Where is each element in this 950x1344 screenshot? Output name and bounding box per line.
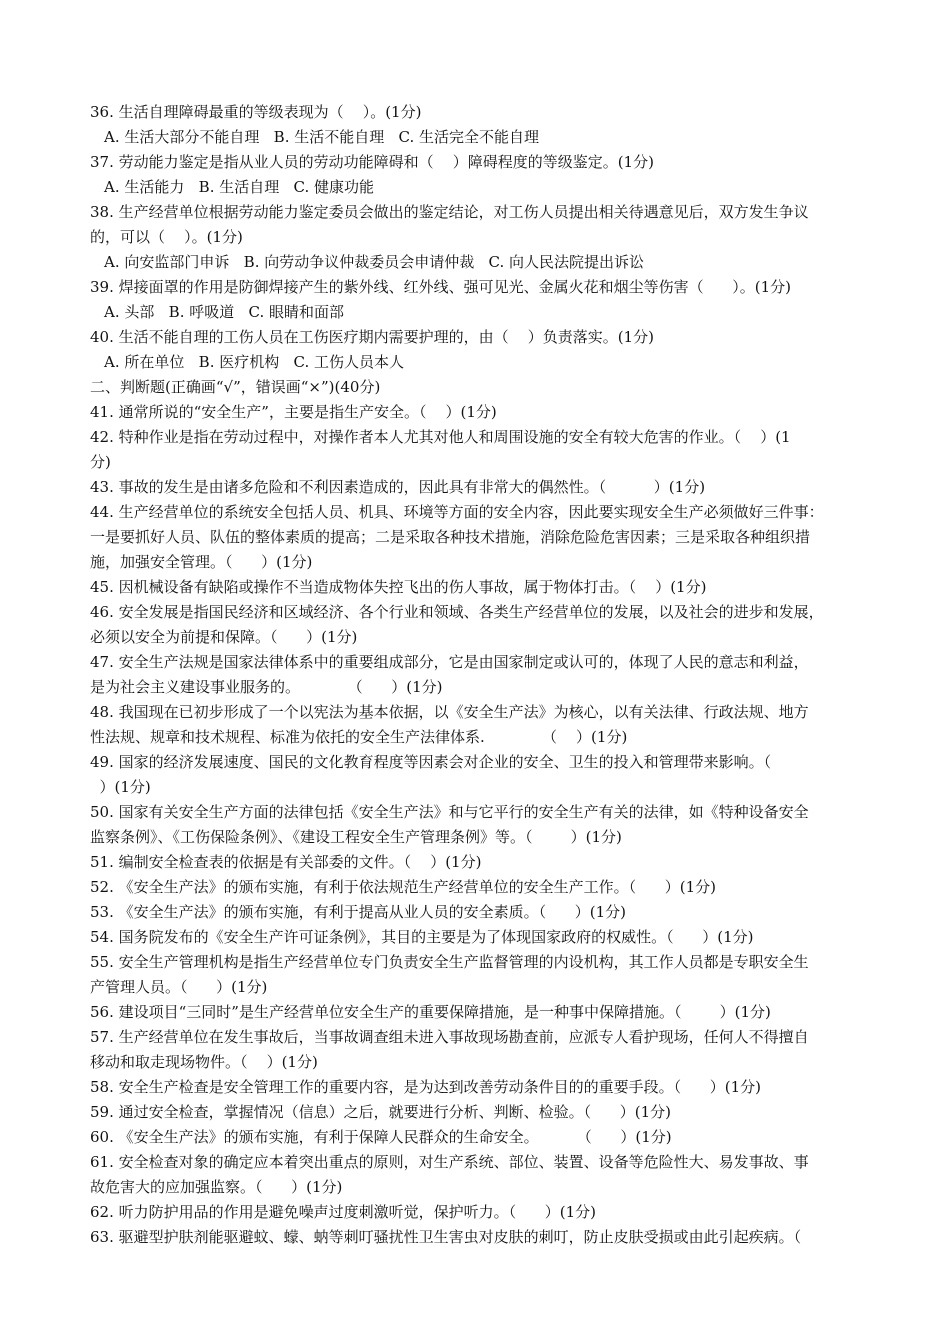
question-text-line: 是为社会主义建设事业服务的。 （ ）(1分) <box>90 678 443 696</box>
question-text-line: 41. 通常所说的“安全生产”，主要是指生产安全。（ ）(1分) <box>90 403 497 421</box>
question-text-line: 53. 《安全生产法》的颁布实施，有利于提高从业人员的安全素质。（ ）(1分) <box>90 903 626 921</box>
question-text-line: 36. 生活自理障碍最重的等级表现为（ ）。(1分) <box>90 103 422 121</box>
answer-options-line: A. 所在单位 B. 医疗机构 C. 工伤人员本人 <box>104 353 405 371</box>
question-text-line: 37. 劳动能力鉴定是指从业人员的劳动功能障碍和（ ）障碍程度的等级鉴定。(1分) <box>90 153 654 171</box>
answer-options-line: A. 头部 B. 呼吸道 C. 眼睛和面部 <box>104 303 345 321</box>
question-text-line: 39. 焊接面罩的作用是防御焊接产生的紫外线、红外线、强可见光、金属火花和烟尘等伤害（ ）。(1分) <box>90 278 791 296</box>
question-text-line: 47. 安全生产法规是国家法律体系中的重要组成部分，它是由国家制定或认可的，体现了人民的意志和利益， <box>90 653 809 671</box>
question-text-line: 40. 生活不能自理的工伤人员在工伤医疗期内需要护理的，由（ ）负责落实。(1分) <box>90 328 654 346</box>
question-text-line: 监察条例》、《工伤保险条例》、《建设工程安全生产管理条例》等。（ ）(1分) <box>90 828 622 846</box>
question-text-line: 移动和取走现场物件。（ ）(1分) <box>90 1053 318 1071</box>
question-text-line: 38. 生产经营单位根据劳动能力鉴定委员会做出的鉴定结论，对工伤人员提出相关待遇意见后，双方发生争议 <box>90 203 809 221</box>
question-text-line: 50. 国家有关安全生产方面的法律包括《安全生产法》和与它平行的安全生产有关的法律，如《特种设备安全 <box>90 803 809 821</box>
question-text-line: 施，加强安全管理。（ ）(1分) <box>90 553 313 571</box>
question-text-line: 57. 生产经营单位在发生事故后，当事故调查组未进入事故现场勘查前，应派专人看护现场，任何人不得擅自 <box>90 1028 809 1046</box>
question-text-line: 62. 听力防护用品的作用是避免噪声过度刺激听觉，保护听力。（ ）(1分) <box>90 1203 596 1221</box>
question-text-line: 产管理人员。（ ）(1分) <box>90 978 268 996</box>
question-text-line: 42. 特种作业是指在劳动过程中，对操作者本人尤其对他人和周围设施的安全有较大危害的作业。（ ）(1 <box>90 428 791 446</box>
question-text-line: 二、判断题(正确画“√”，错误画“×”)(40分) <box>90 378 381 396</box>
question-text-line: 的，可以（ ）。(1分) <box>90 228 243 246</box>
question-text-line: 49. 国家的经济发展速度、国民的文化教育程度等因素会对企业的安全、卫生的投入和管理带来影响。（ <box>90 753 772 771</box>
question-text-line: 43. 事故的发生是由诸多危险和不利因素造成的，因此具有非常大的偶然性。（ ）(1分) <box>90 478 706 496</box>
question-text-line: 61. 安全检查对象的确定应本着突出重点的原则，对生产系统、部位、装置、设备等危险性大、易发事故、事 <box>90 1153 809 1171</box>
question-text-line: 分) <box>90 453 111 471</box>
question-text-line: 51. 编制安全检查表的依据是有关部委的文件。（ ）(1分) <box>90 853 482 871</box>
question-text-line: ）(1分) <box>90 778 151 796</box>
question-text-line: 44. 生产经营单位的系统安全包括人员、机具、环境等方面的安全内容，因此要实现安全生产必须做好三件事： <box>90 503 824 521</box>
question-text-line: 63. 驱避型护肤剂能驱避蚊、蠓、蚋等刺叮骚扰性卫生害虫对皮肤的刺叮，防止皮肤受损或由此引起疾病。（ <box>90 1228 802 1246</box>
question-text-line: 一是要抓好人员、队伍的整体素质的提高；二是采取各种技术措施，消除危险危害因素；三是采取各种组织措 <box>90 528 811 546</box>
question-text-line: 性法规、规章和技术规程、标准为依托的安全生产法律体系. （ ）(1分) <box>90 728 628 746</box>
answer-options-line: A. 生活大部分不能自理 B. 生活不能自理 C. 生活完全不能自理 <box>104 128 540 146</box>
question-text-line: 45. 因机械设备有缺陷或操作不当造成物体失控飞出的伤人事故，属于物体打击。（ ）(1分) <box>90 578 707 596</box>
question-text-line: 56. 建设项目“三同时”是生产经营单位安全生产的重要保障措施，是一种事中保障措施。（ ）(1分) <box>90 1003 771 1021</box>
question-text-line: 58. 安全生产检查是安全管理工作的重要内容，是为达到改善劳动条件目的的重要手段。（ ）(1分) <box>90 1078 761 1096</box>
question-text-line: 必须以安全为前提和保障。（ ）(1分) <box>90 628 358 646</box>
question-text-line: 故危害大的应加强监察。（ ）(1分) <box>90 1178 343 1196</box>
question-text-line: 46. 安全发展是指国民经济和区域经济、各个行业和领域、各类生产经营单位的发展，以及社会的进步和发展， <box>90 603 824 621</box>
question-text-line: 52. 《安全生产法》的颁布实施，有利于依法规范生产经营单位的安全生产工作。（ ）(1分) <box>90 878 716 896</box>
document-page <box>90 100 870 1250</box>
question-text-line: 48. 我国现在已初步形成了一个以宪法为基本依据，以《安全生产法》为核心，以有关法律、行政法规、地方 <box>90 703 809 721</box>
question-text-line: 59. 通过安全检查，掌握情况（信息）之后，就要进行分析、判断、检验。（ ）(1分) <box>90 1103 671 1121</box>
question-text-line: 60. 《安全生产法》的颁布实施，有利于保障人民群众的生命安全。 （ ）(1分) <box>90 1128 672 1146</box>
answer-options-line: A. 生活能力 B. 生活自理 C. 健康功能 <box>104 178 375 196</box>
question-text-line: 54. 国务院发布的《安全生产许可证条例》，其目的主要是为了体现国家政府的权威性。（ ）(1分) <box>90 928 754 946</box>
answer-options-line: A. 向安监部门申诉 B. 向劳动争议仲裁委员会申请仲裁 C. 向人民法院提出诉讼 <box>104 253 645 271</box>
question-text-line: 55. 安全生产管理机构是指生产经营单位专门负责安全生产监督管理的内设机构，其工作人员都是专职安全生 <box>90 953 809 971</box>
